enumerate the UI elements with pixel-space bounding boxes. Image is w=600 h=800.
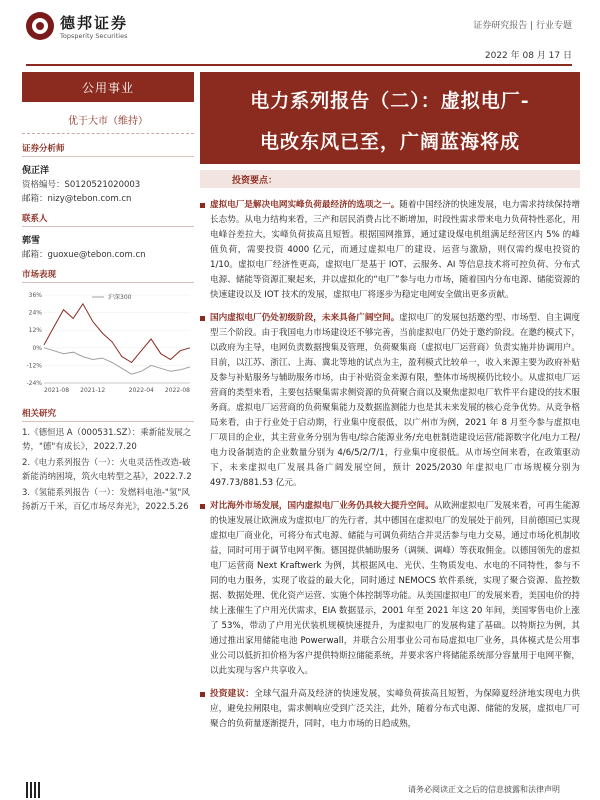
contact-email[interactable]: 邮箱：guoxue@tebon.com.cn [22, 250, 146, 260]
x-tick-label: 2021-12 [80, 387, 106, 394]
header-divider [26, 64, 572, 66]
report-header [0, 0, 600, 64]
related-list [22, 426, 194, 514]
analyst-name: 倪正洋 [22, 166, 50, 176]
related-item[interactable]: 1.《德恒迅 A（000531.SZ）：乘新能发展之势，"德"有成长》，2022.7.20 [22, 428, 192, 452]
y-tick-label: -12% [26, 362, 42, 370]
footer-disclaimer: 请务必阅读正文之后的信息披露和法律声明 [408, 785, 560, 794]
report-type: 证券研究报告 | 行业专题 [473, 21, 572, 31]
paragraph [200, 198, 580, 303]
legend-label: 沪深300 [108, 294, 132, 301]
paragraph-lead: 对比海外市场发展，国内虚拟电厂业务仍具较大提升空间。 [210, 501, 434, 511]
key-points-bar [200, 170, 580, 188]
related-section-label: 相关研究 [22, 407, 194, 422]
paragraph-lead: 虚拟电厂是解决电网实峰负荷最经济的选项之一。 [210, 200, 400, 210]
x-tick-label: 2021-08 [44, 387, 70, 394]
title-line-2: 电改东风已至，广阔蓝海将成 [259, 131, 520, 153]
market-section-label: 市场表现 [22, 268, 194, 283]
key-points-label: 投资要点： [232, 176, 278, 186]
logo-mark-icon [26, 12, 54, 40]
report-date: 2022 年 08 月 17 日 [484, 51, 572, 61]
y-tick-label: 36% [28, 292, 42, 299]
analyst-email[interactable]: 邮箱：nizy@tebon.com.cn [22, 194, 132, 204]
report-body [200, 198, 580, 740]
market-chart-svg [22, 287, 194, 399]
y-tick-label: 12% [28, 327, 42, 335]
report-title [200, 72, 580, 164]
contact-section-label: 联系人 [22, 212, 194, 227]
related-item[interactable]: 2.《电力系列报告（一）：火电灵活性改造-破新能消纳困境，筑火电转型之基》，2022.7.2 [22, 458, 192, 482]
paragraph-text: 虚拟电厂的发展包括邀约型、市场型、自主调度型三个阶段。由于我国电力市场建设还不够完善，当前虚拟电厂仍处于邀约阶段。在邀约模式下，以政府为主导，电网负责数据搜集及管理，负荷聚集商（虚拟电厂运营商）负责实施并协调用户。目前，以江苏、浙江、上海、冀北等地的试点为主，盈利模式比较单一，收入来源主要为政府补贴及参与补贴服务与辅助服务市场，由于补贴资金来源有限，整体市场规模仍比较小。从虚拟电厂运营商的类型来看，主要包括聚集需求侧资源的负荷聚合商以及聚焦虚拟电厂软件平台建设的技术服务商。虚拟电厂运营商的负荷聚集能力及数据监测能力也是其未来发展的核心竞争优势。从竞争格局来看，由于行业处于启动期，行业集中度很低，以广州市为例，2021 年 8 月至今参与虚拟电厂项目的企业，其主营业务分别为售电/综合能源业务/充电桩制造建设运营/能源数字化/电力工程/电力设备制造的企业数量分别为 4/6/5/2/7/1，行业集中度很低。从市场空间来看，在政策驱动下，未来虚拟电厂发展具备广阔发展空间，预计 2025/2030 年虚拟电厂市场规模分别为 497.73/881.53 亿元。 [210, 313, 580, 488]
related-item[interactable]: 3.《氢能系列报告（一）：发燃料电池-"氢"风扬新万千米，百亿市场尽奔光》，2022.5.26 [22, 488, 190, 512]
analyst-section-label: 证券分析师 [22, 142, 194, 157]
paragraph-lead: 投资建议： [210, 689, 255, 699]
y-tick-label: -24% [26, 380, 42, 387]
paragraph [200, 311, 580, 491]
market-chart [22, 287, 194, 399]
contact-name: 郭雪 [22, 236, 41, 246]
paragraph-lead: 国内虚拟电厂仍处初级阶段，未来具备广阔空间。 [210, 313, 400, 323]
rating-label: 优于大市（维持） [22, 112, 194, 134]
paragraph [200, 687, 580, 732]
company-logo [26, 10, 166, 50]
x-tick-label: 2022-08 [164, 387, 190, 394]
y-tick-label: 24% [28, 309, 42, 317]
paragraph-text: 随着中国经济的快速发展，电力需求持续保持增长态势。从电力结构来看，三产和居民消费占比不断增加，时段性需求带来电力负荷特性恶化，用电峰谷差拉大，实峰负荷拔高且短暂。根据国网推算，通过建设煤电机组满足经营区内 5% 的峰值负荷，需要投资 4000 亿元，而通过虚拟电厂的建设、运营与激励，则仅需约煤电投资的 1/10。虚拟电厂经济性更高，虚拟电厂是基于 IOT、云服务、AI 等信息技术将可控负荷、分布式电源、储能等资源汇聚起来，并以虚拟化的“电厂”参与电力市场，随着国内分布电源、储能资源的快速建设以及 IOT 技术的发展，虚拟电厂将逐步为稳定电网安全做出更多贡献。 [210, 200, 580, 300]
qr-code-icon [26, 782, 42, 798]
series-line-1 [44, 348, 190, 374]
sector-label: 公用事业 [22, 72, 194, 102]
x-tick-label: 2022-04 [128, 387, 154, 394]
y-tick-label: 0% [32, 344, 42, 352]
analyst-cert: 资格编号：S0120521020003 [22, 180, 141, 190]
logo-name-cn: 德邦证券 [60, 14, 129, 32]
paragraph-text: 从欧洲虚拟电厂发展来看，可再生能源的快速发展让欧洲成为虚拟电厂的先行者，其中德国在虚拟电厂的发展处于前列，目前德国已实现虚拟电厂商业化，可将分布式电源、储能与可调负荷结合并灵活参与电力交易，通过市场化机制收益，同时可用于调节电网平衡。德国提供辅助服务（调频、调峰）等获取佣金。以德国领先的虚拟电厂运营商 Next Kraftwerk 为例，其根据风电、光伏、生物质发电、水电的不同特性，参与不同的电力服务，实现了收益的最大化，同时通过 NEMOCS 软件系统，实现了聚合资源、监控数据、数据处理、优化资产运营、实施个体控制等功能。从美国虚拟电厂的发展来看，美国电价的持续上涨催生了户用光伏需求，EIA 数据显示，2001 年至 2021 年这 20 年间，美国零售电价上涨了 53%，带动了户用光伏装机规模快速提升，为虚拟电厂的发展构建了基础。以特斯拉为例，其通过推出家用储能电池 Powerwall，并联合公用事业公司布局虚拟电厂业务，具体模式是公用事业公司以低折扣价格为客户提供特斯拉储能系统，并要求客户将储能系统部分容量用于电网平衡，以此实现与客户共享收入。 [210, 501, 580, 676]
title-line-1: 电力系列报告（二）：虚拟电厂- [250, 90, 530, 112]
paragraph [200, 499, 580, 679]
sidebar [22, 72, 194, 514]
paragraph-text: 全球气温升高及经济的快速发展，实峰负荷拔高且短暂，为保障夏经济地实现电力供应，避免拉闸限电，需求侧响应受到广泛关注，此外，随着分布式电源、储能的发展，虚拟电厂可聚合的负荷量逐渐提升，同时，电力市场的日趋成熟， [210, 689, 580, 729]
logo-name-en: Topsperity Securities [60, 32, 128, 40]
